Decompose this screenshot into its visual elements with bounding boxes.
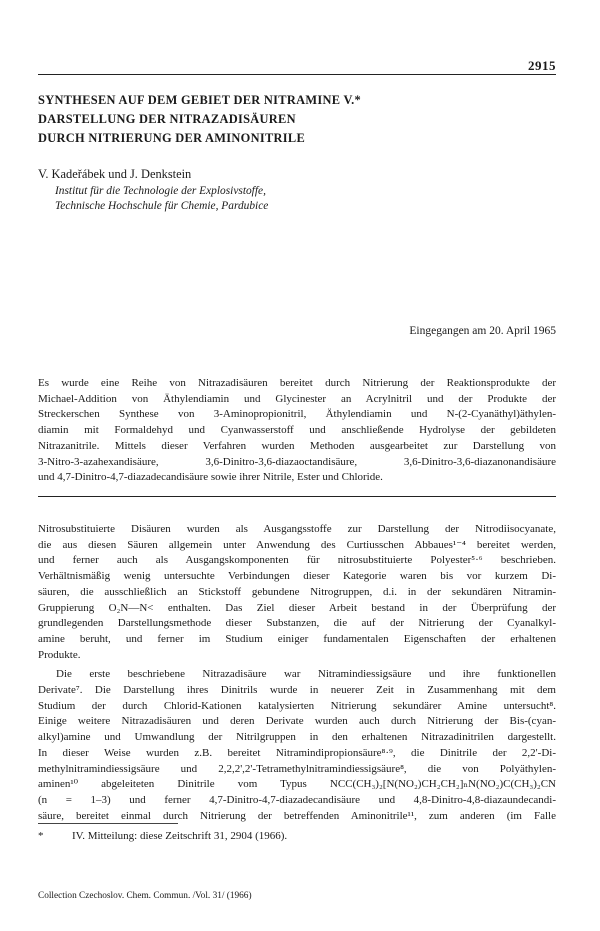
body-line: und ferner auch als Ausgangskomponenten für nitrosubstituierte Polyester⁵·⁶ beschrieben. (38, 554, 556, 567)
title-line: DARSTELLUNG DER NITRAZADISÄUREN (38, 112, 296, 126)
abstract-line: Es wurde eine Reihe von Nitrazadisäuren bereitet durch Nitrierung der Reaktionsprodukte der (38, 377, 556, 389)
abstract (38, 376, 556, 486)
body-text (38, 522, 556, 824)
body-line: Produkte. (38, 648, 81, 661)
page-number: 2915 (528, 58, 556, 73)
body-line: Gruppierung O₂N—N< enthalten. Das Ziel dieser Arbeit bestand in der Überprüfung der (38, 601, 556, 614)
received-date: Eingegangen am 20. April 1965 (409, 325, 556, 337)
body-line: (n = 1–3) und ferner 4,7-Dinitro-4,7-diazadecandisäure und 4,8-Dinitro-4,8-diazaundecandi- (38, 793, 556, 806)
abstract-line: und 4,7-Dinitro-4,7-diazadecandisäure sowie ihrer Nitrile, Ester und Chloride. (38, 471, 383, 484)
article-title (38, 91, 558, 148)
body-line: methylnitramindiessigsäure und 2,2,2',2'-Tetramethylnitramindiessigsäure⁸, die von Polyäthylen- (38, 762, 556, 775)
body-line: Verhältnismäßig wenig untersuchte Verbindungen dieser Kategorie waren bis vor kurzem Di- (38, 570, 556, 583)
abstract-line: Streckerschen Synthese von 3-Aminopropionitril, Äthylendiamin und N-(2-Cyanäthyl)äthylen- (38, 408, 556, 421)
affiliation-line: Institut für die Technologie der Explosivstoffe, (55, 185, 266, 197)
journal-footer: Collection Czechoslov. Chem. Commun. /Vol. 31/ (1966) (38, 891, 252, 901)
affiliation (55, 184, 268, 214)
title-line: SYNTHESEN AUF DEM GEBIET DER NITRAMINE V.* (38, 93, 362, 107)
affiliation-line: Technische Hochschule für Chemie, Pardubice (55, 200, 269, 212)
title-line: DURCH NITRIERUNG DER AMINONITRILE (38, 131, 306, 145)
section-rule (38, 496, 556, 497)
body-line: In dieser Weise wurden z.B. bereitet Nitramindipropionsäure⁸·⁹, die Dinitrile der 2,2'-Di- (38, 746, 556, 759)
body-line: Einige weitere Nitrazadisäuren und deren Derivate wurden auch durch Nitrierung der Bis-(cyan- (38, 715, 556, 728)
authors: V. Kadeřábek und J. Denkstein (38, 167, 192, 181)
body-line: aminen¹⁰ abgeleiteten Dinitrile vom Typus NCC(CH₃)₂[N(NO₂)CH₂CH₂]ₙN(NO₂)C(CH₃)₂CN (38, 778, 556, 791)
footnote-rule (38, 823, 178, 824)
body-line: Studium der durch Chlorid-Kationen katalysierten Nitrierung sekundärer Amine untersucht⁸. (38, 699, 556, 712)
body-line: säuren, die ausschließlich an Stickstoff gebundene Nitrogruppen, d.i. in der sekundären Nitramin- (38, 585, 556, 598)
abstract-line: Nitrazanitrile. Mittels dieser Verfahren wurden Methoden ausgearbeitet zur Darstellung von (38, 439, 556, 452)
footnote-mark: * (38, 830, 44, 842)
body-line: Derivate⁷. Die Darstellung ihres Dinitrils wurde in neuerer Zeit in Zusammenhang mit dem (38, 684, 556, 697)
abstract-line: diamin mit Formaldehyd und Cyanwasserstoff und anschließende Hydrolyse der gebildeten (38, 424, 556, 437)
body-line: amine beruht, und ferner im Studium einiger fundamentalen Eigenschaften der erhaltenen (38, 632, 556, 645)
abstract-line: Michael-Addition von Äthylendiamin und Glycinester an Acrylnitril und der Produkte der (38, 392, 556, 405)
body-line: säure, bereitet einmal durch Nitrierung der betreffenden Aminonitrile¹¹, zum anderen (im Falle (38, 809, 556, 822)
body-line: alkyl)amine und Umwandlung der Nitrilgruppen in den erhaltenen Nitrazadinitrilen dargestellt. (38, 731, 556, 744)
body-line: die aus diesen Säuren allgemein unter Anwendung des Curtiusschen Abbaues¹⁻⁴ bereitet werden, (38, 538, 556, 551)
body-line: Nitrosubstituierte Disäuren wurden als Ausgangsstoffe zur Darstellung der Nitrodiisocyanate, (38, 523, 556, 535)
abstract-line: 3-Nitro-3-azahexandisäure, 3,6-Dinitro-3,6-diazaoctandisäure, 3,6-Dinitro-3,6-diazanonandisäure (38, 455, 556, 468)
footnote-text: IV. Mitteilung: diese Zeitschrift 31, 2904 (1966). (72, 830, 288, 842)
footnote (38, 830, 287, 842)
body-line: Die erste beschriebene Nitrazadisäure war Nitramindiessigsäure und ihre funktionellen (56, 668, 556, 681)
body-line: grundlegenden Darstellungsmethode dieser Substanzen, die auf der Nitrierung der Cyanalkyl- (38, 617, 556, 630)
header-rule (38, 74, 556, 75)
